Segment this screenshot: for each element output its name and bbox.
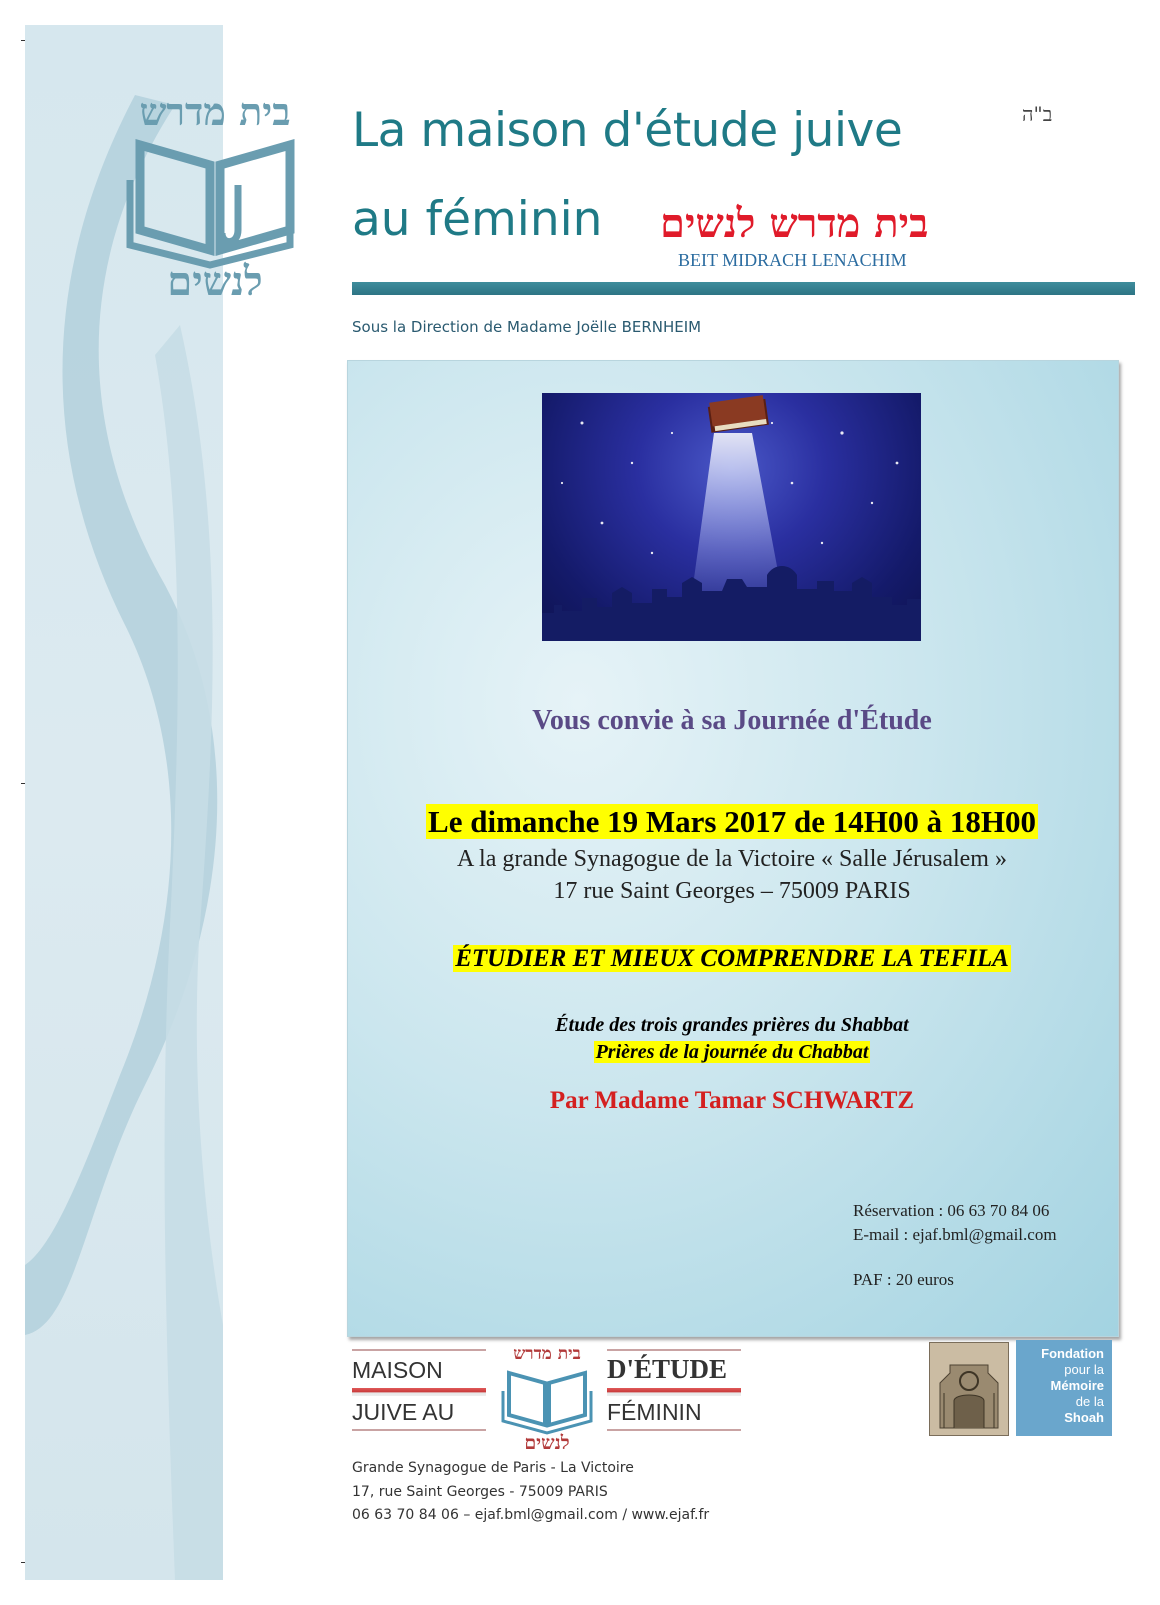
event-subtopic-2: Prières de la journée du Chabbat — [595, 1041, 869, 1063]
footer-logo-red-rule — [607, 1388, 741, 1396]
footer-book-logo — [497, 1343, 597, 1453]
event-subtopic-2-line — [347, 1041, 1117, 1064]
footer-logo-line — [352, 1349, 486, 1351]
footer-logo-maison: MAISON — [352, 1357, 443, 1383]
footer-logo-line — [352, 1429, 486, 1431]
event-topic-line — [347, 945, 1117, 973]
fms-line-3: Mémoire — [1050, 1378, 1104, 1393]
synagogue-engraving — [929, 1342, 1009, 1436]
synagogue-facade-icon — [930, 1343, 1008, 1435]
title-line-2: au féminin — [352, 192, 603, 247]
footer-logo-line — [607, 1349, 741, 1351]
title-hebrew: בית מדרש לנשים — [660, 200, 929, 247]
event-address: 17 rue Saint Georges – 75009 PARIS — [553, 878, 911, 904]
footer-address-line-1: Grande Synagogue de Paris - La Victoire — [352, 1460, 634, 1476]
fms-line-4: de la — [1075, 1394, 1104, 1409]
footer-address-line-2: 17, rue Saint Georges - 75009 PARIS — [352, 1484, 608, 1500]
fms-line-5: Shoah — [1064, 1410, 1104, 1425]
title-rule — [352, 282, 1135, 295]
bh-mark: ב"ה — [1022, 102, 1053, 126]
event-topic: ÉTUDIER ET MIEUX COMPRENDRE LA TEFILA — [455, 945, 1009, 972]
fms-line-2: pour la — [1064, 1362, 1104, 1377]
footer-logo-line — [607, 1429, 741, 1431]
fondation-memoire-shoah-logo — [1016, 1340, 1112, 1436]
event-venue: A la grande Synagogue de la Victoire « Salle Jérusalem » — [457, 846, 1007, 872]
reservation-phone: Réservation : 06 63 70 84 06 — [853, 1201, 1050, 1220]
contact-email: E-mail : ejaf.bml@gmail.com — [853, 1225, 1057, 1244]
event-date: Le dimanche 19 Mars 2017 de 14H00 à 18H00 — [428, 804, 1036, 839]
beit-midrach-logo — [110, 85, 320, 310]
footer-logo-etude: D'ÉTUDE — [607, 1354, 728, 1384]
participation-fee: PAF : 20 euros — [853, 1270, 954, 1289]
direction-line: Sous la Direction de Madame Joëlle BERNHEIM — [352, 318, 702, 336]
footer-logo-hebrew-bottom: לנשים — [524, 1432, 570, 1453]
event-date-line — [347, 804, 1117, 840]
event-speaker: Par Madame Tamar SCHWARTZ — [549, 1087, 915, 1114]
night-sky-book-illustration — [542, 393, 921, 641]
invite-heading: Vous convie à sa Journée d'Étude — [532, 705, 932, 736]
hero-image — [542, 393, 921, 641]
title-transliteration: BEIT MIDRACH LENACHIM — [678, 250, 907, 270]
fms-line-1: Fondation — [1041, 1346, 1104, 1361]
footer-logo-juive: JUIVE AU — [352, 1399, 455, 1425]
event-subtopic-1: Étude des trois grandes prières du Shabbat — [555, 1014, 909, 1036]
footer-logo-hebrew-top: בית מדרש — [513, 1344, 581, 1364]
logo-hebrew-top: בית מדרש — [139, 89, 291, 134]
logo-hebrew-bottom: לנשים — [167, 258, 263, 305]
footer-logo-feminin: FÉMININ — [607, 1399, 702, 1425]
footer-logo-red-rule — [352, 1388, 486, 1396]
title-line-1: La maison d'étude juive — [352, 103, 903, 158]
footer-contact-line: 06 63 70 84 06 – ejaf.bml@gmail.com / www.ejaf.fr — [352, 1507, 710, 1523]
